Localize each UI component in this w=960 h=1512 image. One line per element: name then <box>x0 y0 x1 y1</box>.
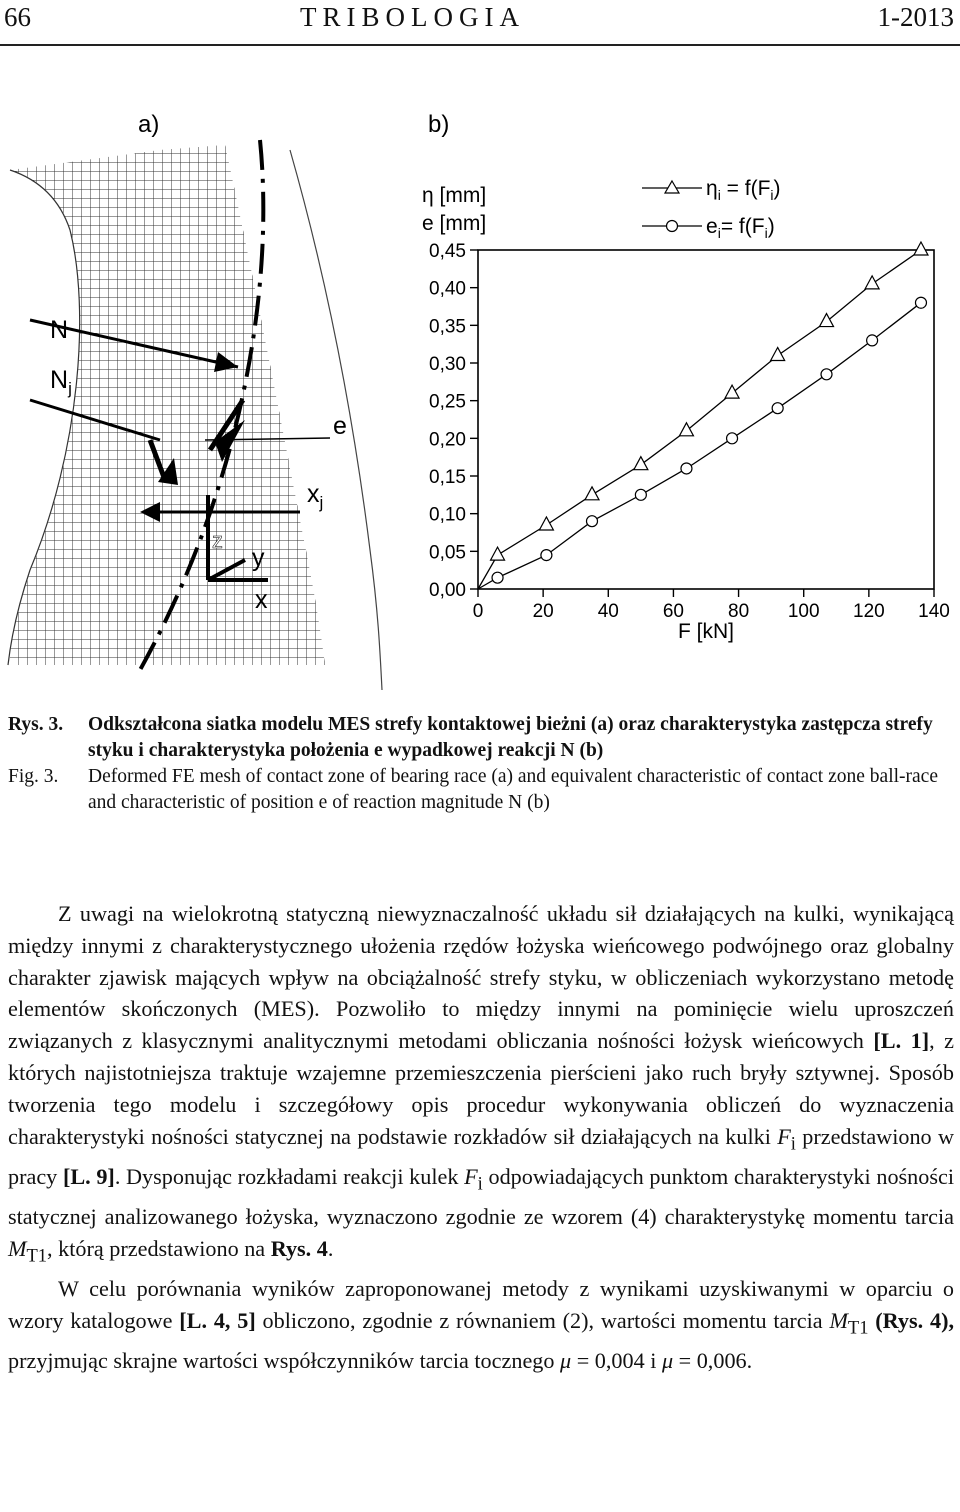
data-point-circle <box>587 516 598 527</box>
data-point-triangle <box>634 457 648 470</box>
data-point-triangle <box>820 314 834 327</box>
data-point-circle <box>681 463 692 474</box>
y-tick-label: 0,05 <box>429 542 466 564</box>
y-tick-label: 0,00 <box>429 580 466 601</box>
page-number: 66 <box>4 2 31 32</box>
data-point-circle <box>821 369 832 380</box>
x-tick-label: 80 <box>728 601 750 622</box>
data-point-circle <box>867 335 878 346</box>
x-tick-label: 40 <box>597 601 619 622</box>
data-point-triangle <box>539 517 553 530</box>
page-header <box>0 0 960 46</box>
citation-L1: [L. 1] <box>873 1028 930 1054</box>
chart-marks <box>429 241 950 622</box>
panel-b-label: b) <box>428 111 450 138</box>
caption-en-text: Deformed FE mesh of contact zone of bearing race (a) and equivalent characteristic of contact zone ball-race and characteristic of position e of reaction magnitude N (b) <box>88 766 938 813</box>
series-line-0 <box>478 250 921 589</box>
series-line-1 <box>478 303 921 589</box>
label-Nj: $N_j$ <box>50 366 72 398</box>
issue-number: 1-2013 <box>877 2 954 32</box>
label-xj: $x_j$ <box>307 480 324 512</box>
figure-svg <box>0 90 960 690</box>
caption-pl-label: Rys. 3. <box>8 714 64 735</box>
ylabel-line-1: η [mm] <box>422 184 487 207</box>
label-x: x <box>255 586 268 614</box>
label-N: N <box>50 316 69 344</box>
legend-marker-triangle <box>665 181 679 193</box>
data-point-triangle <box>585 487 599 500</box>
x-tick-label: 100 <box>787 601 820 622</box>
figure-caption <box>8 712 954 816</box>
paragraph-2: W celu porównania wyników zaproponowanej metody z wynikami uzyskiwanymi w oparciu o wzory katalogowe [L. 4, 5] obliczono, zgodnie z równaniem (2), wartości momentu tarcia $M_{T1}$ (Rys. 4), przyjmując skrajne wartości współczynników tarcia tocznego μ = 0,004 i μ = 0,006. <box>8 1276 955 1374</box>
data-point-circle <box>772 403 783 414</box>
journal-title: TRIBOLOGIA <box>300 2 525 32</box>
data-point-triangle <box>865 276 879 289</box>
y-tick-label: 0,25 <box>429 391 466 413</box>
data-point-triangle <box>679 423 693 436</box>
figure-3 <box>0 90 960 690</box>
caption-en-label: Fig. 3. <box>8 766 59 787</box>
data-point-circle <box>915 297 926 308</box>
label-e: e <box>333 412 347 440</box>
data-point-circle <box>492 572 503 583</box>
caption-polish <box>8 712 954 764</box>
y-tick-label: 0,35 <box>429 316 466 338</box>
y-tick-label: 0,20 <box>429 429 466 451</box>
y-tick-label: 0,40 <box>429 278 466 300</box>
data-point-circle <box>635 489 646 500</box>
x-tick-label: 0 <box>472 601 484 622</box>
legend-marker-circle <box>667 221 678 232</box>
ref-rys4: Rys. 4 <box>270 1235 328 1261</box>
ref-rys4-b: (Rys. 4), <box>875 1307 955 1333</box>
label-z: z <box>212 528 223 553</box>
label-y: y <box>252 544 265 572</box>
data-point-triangle <box>771 347 785 360</box>
xlabel: F [kN] <box>678 620 734 643</box>
data-point-triangle <box>914 242 928 255</box>
x-tick-label: 140 <box>918 601 950 622</box>
data-point-triangle <box>491 547 505 560</box>
legend-label-eta: $\eta_i = f(F_i)$ <box>706 177 781 203</box>
y-tick-label: 0,45 <box>429 241 466 262</box>
x-tick-label: 120 <box>853 601 885 622</box>
data-point-circle <box>541 550 552 561</box>
legend-label-e: $e_i= f(F_i)$ <box>706 215 775 241</box>
header-rule <box>0 44 960 46</box>
data-point-circle <box>727 433 738 444</box>
y-tick-label: 0,30 <box>429 354 466 375</box>
caption-pl-text: Odkształcona siatka modelu MES strefy kontaktowej bieżni (a) oraz charakterystyka zastępcza strefy styku i charakterystyka położenia e wypadkowej reakcji N (b) <box>88 714 933 761</box>
ylabel-line-2: e [mm] <box>422 212 487 235</box>
chart-legend <box>642 177 781 241</box>
caption-english <box>8 764 954 816</box>
data-point-triangle <box>725 385 739 398</box>
plot-frame <box>478 250 934 589</box>
citation-L9: [L. 9] <box>62 1163 115 1189</box>
panel-a-label: a) <box>138 111 160 138</box>
x-tick-label: 20 <box>532 601 554 622</box>
chart-panel <box>422 111 950 643</box>
body-text <box>8 898 954 1377</box>
citation-L4-5: [L. 4, 5] <box>179 1307 256 1333</box>
y-tick-label: 0,15 <box>429 467 466 488</box>
paragraph-1: Z uwagi na wielokrotną statyczną niewyznaczalność układu sił działających na kulki, wynikającą między innymi z charakterystycznego ułożenia rzędów łożyska wieńcowego podwójnego oraz globalny charakter zjawisk mających wpływ na obciążalność strefy styku, w obliczeniach wykorzystano metodę elementów skończonych (MES). Pozwoliło to między innymi na pominięcie wielu uproszczeń związanych z klasycznymi analitycznymi metodami obliczania nośności łożysk wieńcowych [L. 1], z których najistotniejsza traktuje wzajemne przemieszczenia pierścieni jako ruch bryły sztywnej. Sposób tworzenia tego modelu i szczegółowy opis procedur wykonywania obliczeń do wyznaczenia charakterystyki nośności statycznej na podstawie rozkładów sił działających na kulki $F_i$ przedstawiono w pracy [L. 9]. Dysponując rozkładami reakcji kulek $F_i$ odpowiadających punktom charakterystyki nośności statycznej analizowanego łożyska, wyznaczono zgodnie ze wzorem (4) charakterystykę momentu tarcia $M_{T1}$, którą przedstawiono na Rys. 4. <box>8 901 955 1267</box>
mesh-panel <box>8 111 382 690</box>
y-tick-label: 0,10 <box>429 504 466 526</box>
x-tick-label: 60 <box>662 601 684 622</box>
